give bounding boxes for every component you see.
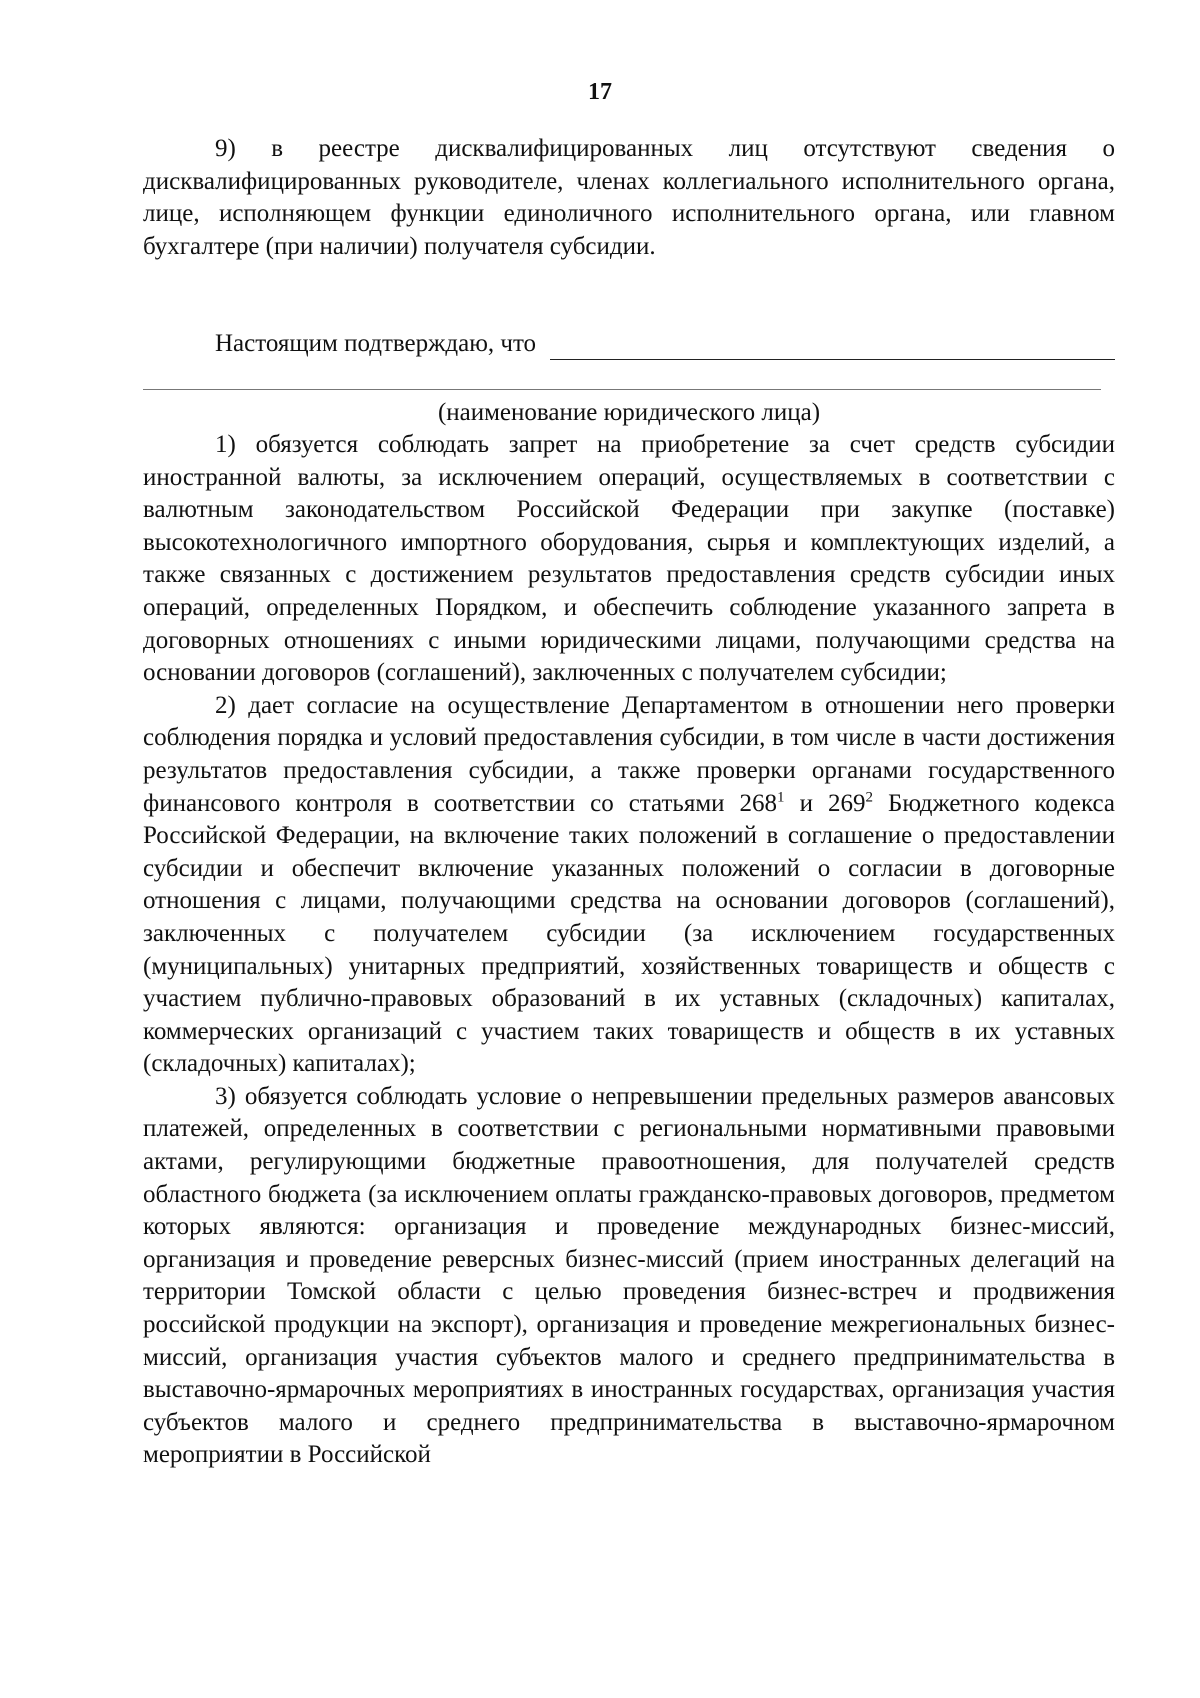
paragraph-item-9: 9) в реестре дисквалифицированных лиц отсутствуют сведения о дисквалифицированных руководителе, членах коллегиального исполнительного органа, лице, исполняющем функции единоличного исполнительного органа, или главном бухгалтере (при наличии) получателя субсидии. xyxy=(143,135,1115,260)
confirmation-line xyxy=(143,328,1115,360)
paragraph-item-1: 1) обязуется соблюдать запрет на приобретение за счет средств субсидии иностранной валюты, за исключением операций, осуществляемых в соответствии с валютным законодательством Российской Федерации при закупке (поставке) высокотехнологичного импортного оборудования, сырья и комплектующих изделий, а также связанных с достижением результатов предоставления средств субсидии иных операций, определенных Порядком, и обеспечить соблюдение указанного запрета в договорных отношениях с иными юридическими лицами, получающими средства на основании договоров (соглашений), заключенных с получателем субсидии; xyxy=(143,431,1115,687)
legal-entity-caption: (наименование юридического лица) xyxy=(437,399,821,426)
footnote-marker-1: 1 xyxy=(777,789,785,806)
legal-entity-name-blank-line xyxy=(143,389,1101,390)
paragraph-item-2 xyxy=(143,690,1115,1081)
item-2-text-c: Бюджетного кодекса Российской Федерации, на включение таких положений в соглашение о предоставлении субсидии и обеспечит включение указанных положений о согласии в договорные отношения с лицами, получающими средства на основании договоров (соглашений), заключенных с получателем субсидии (за исключением государственных (муниципальных) унитарных предприятий, хозяйственных товариществ и обществ с участием публично-правовых образований в их уставных (складочных) капиталах, коммерческих организаций с участием таких товариществ и обществ в их уставных (складочных) капиталах); xyxy=(143,789,1115,1078)
legal-entity-name-blank xyxy=(550,335,1115,360)
item-2-text-b: и 269 xyxy=(784,789,866,817)
paragraph-item-3: 3) обязуется соблюдать условие о непревышении предельных размеров авансовых платежей, определенных в соответствии с региональными нормативными правовыми актами, регулирующими бюджетные правоотношения, для получателей средств областного бюджета (за исключением оплаты гражданско-правовых договоров, предметом которых являются: организация и проведение международных бизнес-миссий, организация и проведение реверсных бизнес-миссий (прием иностранных делегаций на территории Томской области с целью проведения бизнес-встреч и продвижения российской продукции на экспорт), организация и проведение межрегиональных бизнес-миссий, организация участия субъектов малого и среднего предпринимательства в выставочно-ярмарочных мероприятиях в иностранных государствах, организация участия субъектов малого и среднего предпринимательства в выставочно-ярмарочном мероприятии в Российской xyxy=(143,1082,1115,1469)
confirmation-lead-text: Настоящим подтверждаю, что xyxy=(215,330,537,357)
paragraph-block-top xyxy=(143,133,1115,263)
page-number: 17 xyxy=(588,79,612,105)
footnote-marker-2: 2 xyxy=(865,789,873,806)
item-2-text-a: 2) дает согласие на осуществление Департаментом в отношении него проверки соблюдения порядка и условий предоставления субсидии, в том числе в части достижения результатов предоставления субсидии, а также проверки органами государственного финансового контроля в соответствии со статьями 268 xyxy=(143,691,1115,817)
paragraph-block-main xyxy=(143,429,1115,1472)
